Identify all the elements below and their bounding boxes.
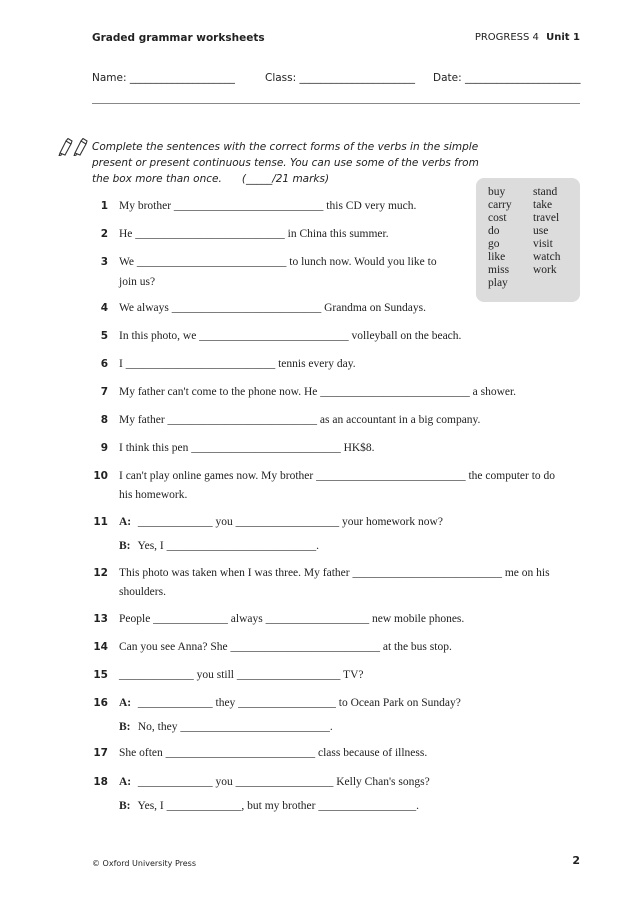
question-text[interactable]: My father __________________________ as an accountant in a big company. <box>119 414 481 426</box>
question-number: 3 <box>100 256 108 268</box>
class-field[interactable]: Class: ______________________ <box>265 72 415 84</box>
question-number: 12 <box>93 567 108 579</box>
marks-field: (_____/21 marks) <box>241 173 330 185</box>
verb-column-2 <box>533 186 560 277</box>
question-text[interactable]: He __________________________ in China this summer. <box>119 228 389 240</box>
question-number: 11 <box>93 516 108 528</box>
verb-item: like <box>488 251 506 263</box>
verb-item: cost <box>488 212 507 224</box>
verb-item: visit <box>533 238 553 250</box>
speaker-label: A: <box>119 697 132 709</box>
question-number: 8 <box>100 414 108 426</box>
question-number: 6 <box>100 358 108 370</box>
verb-item: play <box>488 277 508 289</box>
question-text-continued: join us? <box>119 276 156 288</box>
verb-item: work <box>533 264 557 276</box>
question-text[interactable]: We __________________________ to lunch now. Would you like to <box>119 256 437 268</box>
question-text-continued: shoulders. <box>119 586 166 598</box>
question-number: 2 <box>100 228 108 240</box>
question-text[interactable]: I think this pen __________________________ HK$8. <box>119 442 375 454</box>
unit-label: Unit 1 <box>546 32 580 43</box>
question-text[interactable]: My father can't come to the phone now. He __________________________ a shower. <box>119 386 517 398</box>
question-number: 10 <box>93 470 108 482</box>
verb-item: carry <box>488 199 512 211</box>
verb-item: use <box>533 225 549 237</box>
dialogue-line-b[interactable] <box>119 800 419 812</box>
question-text[interactable]: _____________ you still __________________ TV? <box>119 669 364 681</box>
copyright-notice: © Oxford University Press <box>92 859 197 868</box>
header-title: Graded grammar worksheets <box>92 32 265 44</box>
question-text[interactable]: People _____________ always __________________ new mobile phones. <box>119 613 465 625</box>
question-text[interactable]: My brother __________________________ this CD very much. <box>119 200 417 212</box>
question-text[interactable]: I __________________________ tennis every day. <box>119 358 356 370</box>
question-text[interactable]: Can you see Anna? She __________________________ at the bus stop. <box>119 641 452 653</box>
dialogue-line-a[interactable] <box>119 776 430 788</box>
date-field[interactable]: Date: ______________________ <box>433 72 581 84</box>
question-text[interactable]: This photo was taken when I was three. My father __________________________ me on his <box>119 567 550 579</box>
verb-item: go <box>488 238 500 250</box>
question-text-continued: his homework. <box>119 489 188 501</box>
verb-item: do <box>488 225 500 237</box>
question-number: 16 <box>93 697 108 709</box>
question-text[interactable]: I can't play online games now. My brother __________________________ the computer to do <box>119 470 556 482</box>
question-text: Yes, I _____________, but my brother _________________. <box>137 800 419 812</box>
verb-item: take <box>533 199 553 211</box>
speaker-label: B: <box>119 800 131 812</box>
question-text: No, they __________________________. <box>137 721 333 733</box>
speaker-label: B: <box>119 721 131 733</box>
verb-item: buy <box>488 186 506 198</box>
dialogue-line-a[interactable] <box>119 516 443 528</box>
question-number: 13 <box>93 613 108 625</box>
question-number: 9 <box>100 442 108 454</box>
speaker-label: A: <box>119 776 132 788</box>
question-number: 1 <box>100 200 108 212</box>
question-number: 7 <box>100 386 108 398</box>
question-number: 15 <box>93 669 108 681</box>
header-divider <box>92 103 580 104</box>
question-text: Yes, I __________________________. <box>137 540 320 552</box>
question-number: 4 <box>100 302 108 314</box>
question-number: 5 <box>100 330 108 342</box>
verb-box <box>476 178 580 302</box>
dialogue-line-b[interactable] <box>119 721 333 733</box>
name-field[interactable]: Name: ____________________ <box>92 72 235 84</box>
header-progress <box>475 32 580 43</box>
verb-item: watch <box>533 251 561 263</box>
question-text: _____________ you __________________ your homework now? <box>137 516 443 528</box>
question-number: 18 <box>93 776 108 788</box>
progress-label: PROGRESS 4 <box>474 32 539 43</box>
dialogue-line-b[interactable] <box>119 540 319 552</box>
verb-item: travel <box>533 212 560 224</box>
dialogue-line-a[interactable] <box>119 697 461 709</box>
verb-column-1 <box>488 186 512 290</box>
question-text[interactable]: In this photo, we __________________________ volleyball on the beach. <box>119 330 462 342</box>
question-number: 17 <box>93 747 108 759</box>
question-number: 14 <box>93 641 108 653</box>
verb-item: miss <box>488 264 510 276</box>
question-text: _____________ they _________________ to Ocean Park on Sunday? <box>137 697 461 709</box>
question-text[interactable]: We always __________________________ Grandma on Sundays. <box>119 302 426 314</box>
question-text: _____________ you _________________ Kelly Chan's songs? <box>137 776 430 788</box>
speaker-label: A: <box>119 516 132 528</box>
question-text[interactable]: She often __________________________ class because of illness. <box>119 747 428 759</box>
page-number: 2 <box>572 854 580 867</box>
speaker-label: B: <box>119 540 131 552</box>
instruction-text <box>92 139 492 187</box>
verb-item: stand <box>533 186 558 198</box>
instruction-body: Complete the sentences with the correct forms of the verbs in the simple present or present continuous tense. You can use some of the verbs from the box more than once. <box>92 141 479 185</box>
